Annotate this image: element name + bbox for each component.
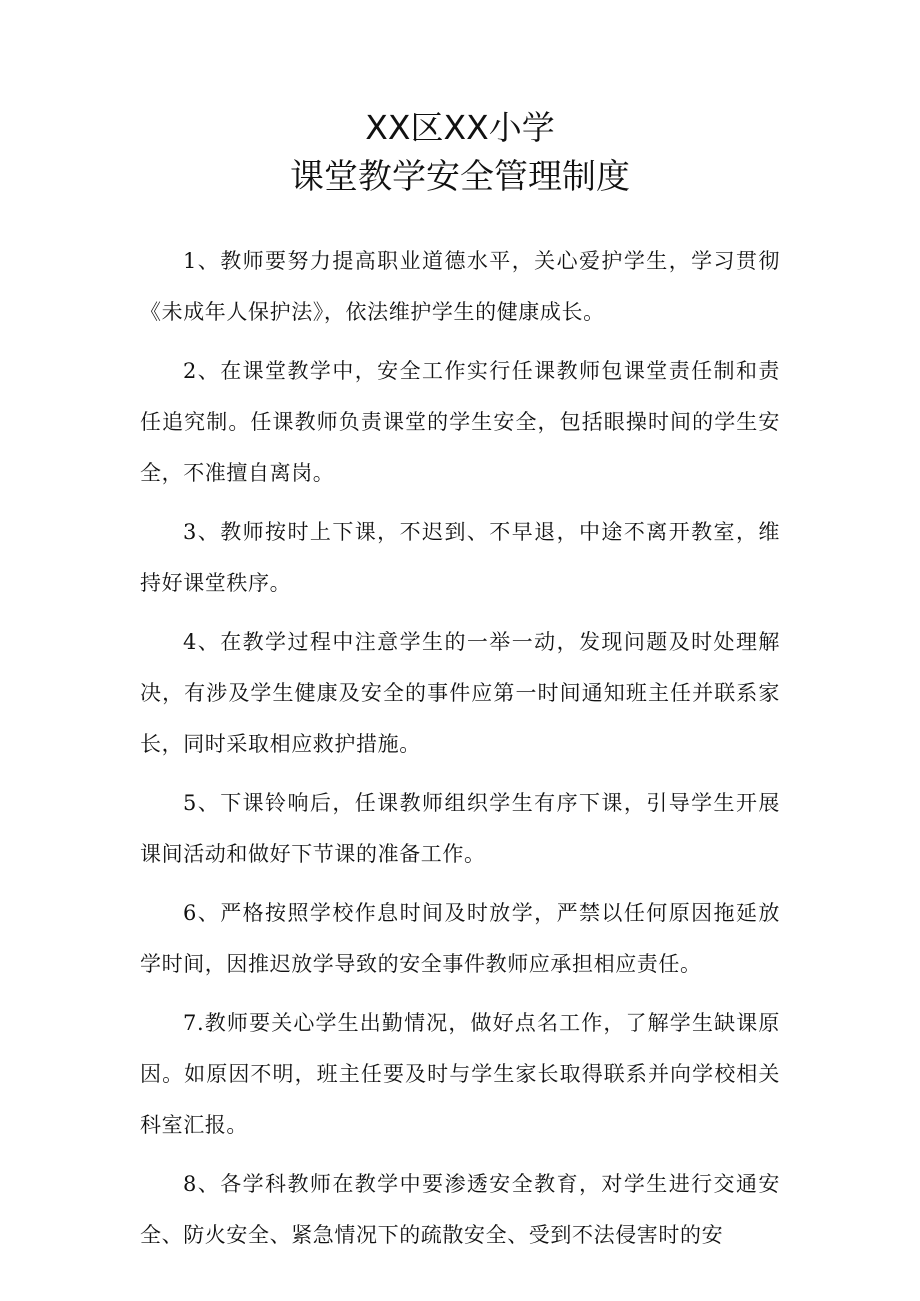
paragraph-2: 2、在课堂教学中，安全工作实行任课教师包课堂责任制和责任追究制。任课教师负责课堂的学生安全，包括眼操时间的学生安全，不准擅自离岗。 <box>140 359 780 485</box>
document-title-school: XX区XX小学 <box>365 108 555 147</box>
paragraph-6: 6、严格按照学校作息时间及时放学，严禁以任何原因拖延放学时间，因推迟放学导致的安全事件教师应承担相应责任。 <box>140 901 780 976</box>
paragraph-5: 5、下课铃响后，任课教师组织学生有序下课，引导学生开展课间活动和做好下节课的准备工作。 <box>140 791 780 866</box>
paragraph-1: 1、教师要努力提高职业道德水平，关心爱护学生，学习贯彻《未成年人保护法》，依法维护学生的健康成长。 <box>140 249 780 324</box>
paragraph-7: 7.教师要关心学生出勤情况，做好点名工作，了解学生缺课原因。如原因不明，班主任要及时与学生家长取得联系并向学校相关科室汇报。 <box>140 1011 780 1137</box>
document-title-policy: 课堂教学安全管理制度 <box>290 157 630 197</box>
paragraph-8: 8、各学科教师在教学中要渗透安全教育，对学生进行交通安全、防火安全、紧急情况下的疏散安全、受到不法侵害时的安 <box>140 1172 780 1247</box>
document-body <box>140 236 780 1269</box>
paragraph-3: 3、教师按时上下课，不迟到、不早退，中途不离开教室，维持好课堂秩序。 <box>140 520 780 595</box>
paragraph-4: 4、在教学过程中注意学生的一举一动，发现问题及时处理解决，有涉及学生健康及安全的事件应第一时间通知班主任并联系家长，同时采取相应救护措施。 <box>140 630 780 756</box>
